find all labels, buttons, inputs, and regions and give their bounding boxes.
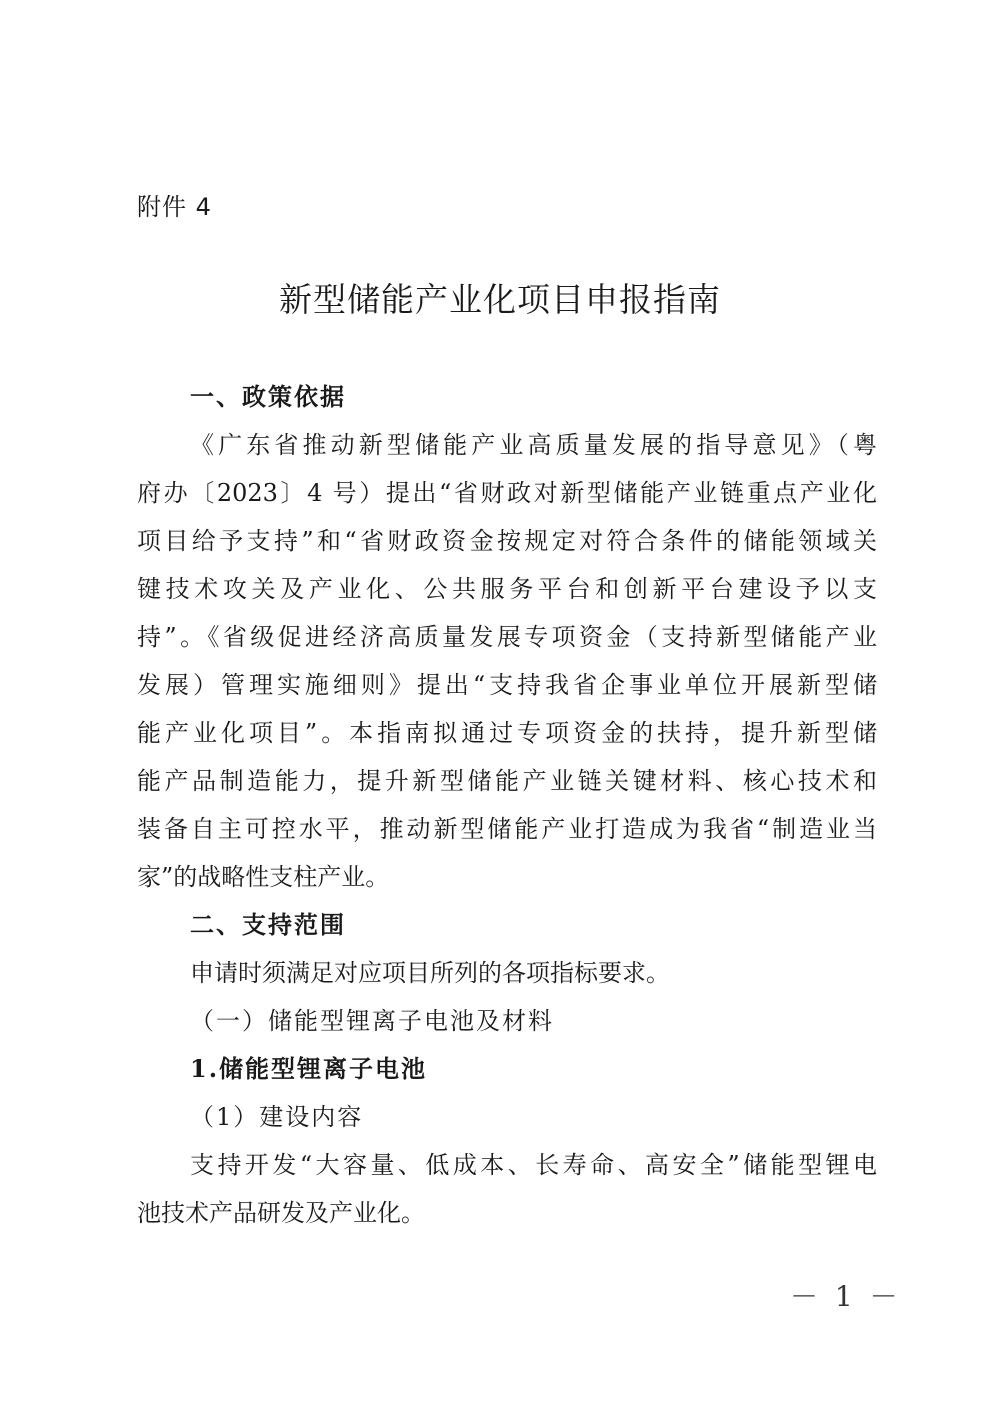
- section-heading-policy: 一、政策依据: [190, 383, 346, 411]
- paragraph-line: 持”。《省级促进经济高质量发展专项资金（支持新型储能产业: [137, 623, 877, 651]
- paragraph-line: 项目给予支持”和“省财政资金按规定对符合条件的储能领域关: [137, 527, 877, 555]
- scope-intro: 申请时须满足对应项目所列的各项指标要求。: [190, 959, 670, 987]
- paragraph-line: 池技术产品研发及产业化。: [137, 1199, 425, 1227]
- paragraph-line: 《广东省推动新型储能产业高质量发展的指导意见》（粤: [190, 431, 877, 459]
- document-title: 新型储能产业化项目申报指南: [279, 280, 721, 319]
- attachment-label: 附件 4: [137, 193, 212, 221]
- paragraph-line: 键技术攻关及产业化、公共服务平台和创新平台建设予以支: [137, 575, 877, 603]
- item-heading: 1.储能型锂离子电池: [190, 1054, 428, 1083]
- paragraph-line: 家”的战略性支柱产业。: [137, 863, 390, 891]
- section-heading-scope: 二、支持范围: [190, 911, 346, 939]
- subsection-heading: （一）储能型锂离子电池及材料: [190, 1007, 554, 1035]
- paragraph-line: 支持开发“大容量、低成本、长寿命、高安全”储能型锂电: [190, 1151, 877, 1179]
- page-number: － 1 －: [790, 1280, 902, 1313]
- paragraph-line: 能产品制造能力，提升新型储能产业链关键材料、核心技术和: [137, 767, 877, 795]
- paragraph-line: 府办〔2023〕4 号）提出“省财政对新型储能产业链重点产业化: [137, 479, 877, 507]
- paragraph-line: 发展）管理实施细则》提出“支持我省企事业单位开展新型储: [137, 671, 877, 699]
- paragraph-line: 装备自主可控水平，推动新型储能产业打造成为我省“制造业当: [137, 815, 877, 843]
- item-subheading: （1）建设内容: [190, 1103, 364, 1131]
- paragraph-line: 能产业化项目”。本指南拟通过专项资金的扶持，提升新型储: [137, 719, 877, 747]
